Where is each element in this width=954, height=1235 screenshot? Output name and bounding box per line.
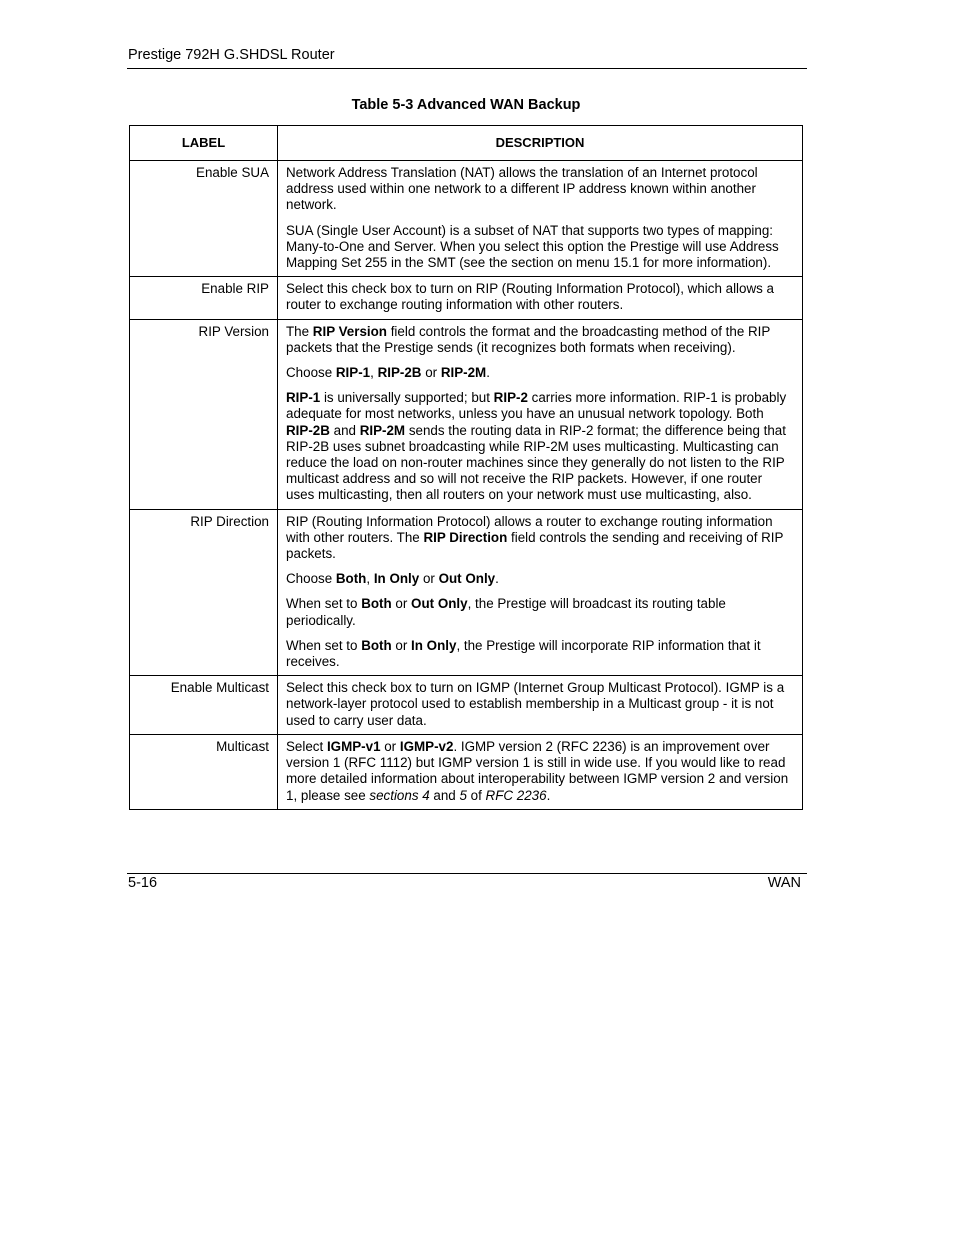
column-header-label: LABEL [130,126,278,161]
italic-reference: RFC 2236 [485,787,547,803]
row-description [278,734,803,809]
description-paragraph [286,223,794,272]
bold-term: RIP-2 [493,390,528,406]
column-header-description: DESCRIPTION [278,126,803,161]
bold-term: RIP-2M [440,365,487,381]
description-paragraph [286,390,794,503]
text-run: . [486,365,490,381]
description-paragraph [286,365,794,381]
description-paragraph [286,281,794,313]
footer-divider [127,873,807,874]
bold-term: RIP Version [312,323,387,339]
text-run: . [546,787,551,803]
text-run: is universally supported; but [320,390,494,406]
text-run: Select [286,738,327,754]
text-run: When set to [286,637,362,653]
description-paragraph [286,739,794,804]
footer-page-number: 5-16 [128,875,158,891]
text-run: field controls the format and the broadcasting method of the RIP packets that the Prestige sends (it recognizes both formats when receiving). [286,323,771,355]
text-run: of [466,787,486,803]
text-run: or [391,637,412,653]
bold-term: Both [361,637,392,653]
bold-term: RIP-2B [286,422,330,438]
description-paragraph [286,514,794,563]
text-run: Choose [286,365,336,381]
text-run: or [380,738,400,754]
footer-chapter-name: WAN [767,875,801,891]
text-run: or [419,571,439,587]
row-label: Enable SUA [130,161,278,277]
header-divider [127,68,807,69]
text-run: and [429,787,460,803]
bold-term: RIP-2B [377,365,422,381]
description-paragraph [286,638,794,670]
row-description [278,161,803,277]
bold-term: In Only [373,571,420,587]
table-row [130,676,803,735]
text-run: sends the routing data in RIP-2 format; the difference being that RIP-2B uses subnet broadcasting while RIP-2M uses multicasting. Multicasting can reduce the load on non-router machines since they generally do not listen to the RIP multicast address and so will not receive the RIP packets. However, if one router uses multicasting, then all routers on your network must use multicasting, also. [286,422,786,503]
bold-term: Both [335,571,367,587]
text-run: Select this check box to turn on RIP (Routing Information Protocol), which allows a router to exchange routing information with other routers. [286,281,774,313]
bold-term: Out Only [438,571,496,587]
table-row [130,509,803,676]
text-run: or [421,365,441,381]
bold-term: RIP-1 [286,390,321,406]
advanced-wan-backup-table [129,125,803,810]
table-row [130,734,803,809]
bold-term: Both [361,596,392,612]
text-run: , [366,571,374,587]
text-run: Choose [286,571,336,587]
text-run: or [391,596,412,612]
row-description [278,676,803,735]
table-body [130,161,803,810]
description-paragraph [286,571,794,587]
table-caption: Table 5-3 Advanced WAN Backup [351,97,581,113]
page-header-title: Prestige 792H G.SHDSL Router [128,47,335,63]
description-paragraph [286,680,794,729]
text-run: Network Address Translation (NAT) allows the translation of an Internet protocol address used within one network to a different IP address known within another network. [286,165,758,213]
bold-term: RIP-1 [335,365,371,381]
bold-term: Out Only [411,596,468,612]
text-run: field controls the sending and receiving of RIP packets. [286,529,784,562]
row-description [278,509,803,676]
table-header-row [130,126,803,161]
text-run: , the Prestige will broadcast its routing table periodically. [286,596,726,628]
row-label: RIP Version [130,319,278,509]
row-description [278,319,803,509]
text-run: carries more information. RIP-1 is probably adequate for most networks, unless you have an unusual network topology. Both [286,390,787,422]
description-paragraph [286,165,794,214]
bold-term: RIP Direction [423,529,508,545]
table-row [130,161,803,277]
row-label: Multicast [130,734,278,809]
text-run: The [286,323,313,339]
bold-term: IGMP-v1 [326,738,381,754]
row-description [278,277,803,319]
text-run: Select this check box to turn on IGMP (Internet Group Multicast Protocol). IGMP is a network-layer protocol used to establish membership in a Multicast group - it is not used to carry user data. [286,680,785,728]
italic-reference: sections 4 [369,787,430,803]
bold-term: RIP-2M [359,422,406,438]
text-run: . [495,571,499,587]
bold-term: IGMP-v2 [399,738,454,754]
text-run: , the Prestige will incorporate RIP information that it receives. [286,637,761,670]
table-row [130,277,803,319]
description-paragraph [286,596,794,628]
bold-term: In Only [411,637,457,653]
text-run: , [370,365,378,381]
row-label: RIP Direction [130,509,278,676]
text-run: When set to [286,596,362,612]
italic-reference: 5 [459,787,467,803]
row-label: Enable Multicast [130,676,278,735]
description-paragraph [286,324,794,356]
text-run: . IGMP version 2 (RFC 2236) is an improvement over version 1 (RFC 1112) but IGMP version 1 is still in wide use. If you would like to read more detailed information about interoperability between IGMP version 2 and version 1, please see [286,738,789,803]
table-row [130,319,803,509]
text-run: SUA (Single User Account) is a subset of NAT that supports two types of mapping: Many-to-One and Server. When you select this option the Prestige will use Address Mapping Set 255 in the SMT (see the section on menu 15.1 for more information). [286,222,779,271]
text-run: and [329,422,360,438]
row-label: Enable RIP [130,277,278,319]
text-run: RIP (Routing Information Protocol) allows a router to exchange routing information with other routers. The [286,513,773,545]
